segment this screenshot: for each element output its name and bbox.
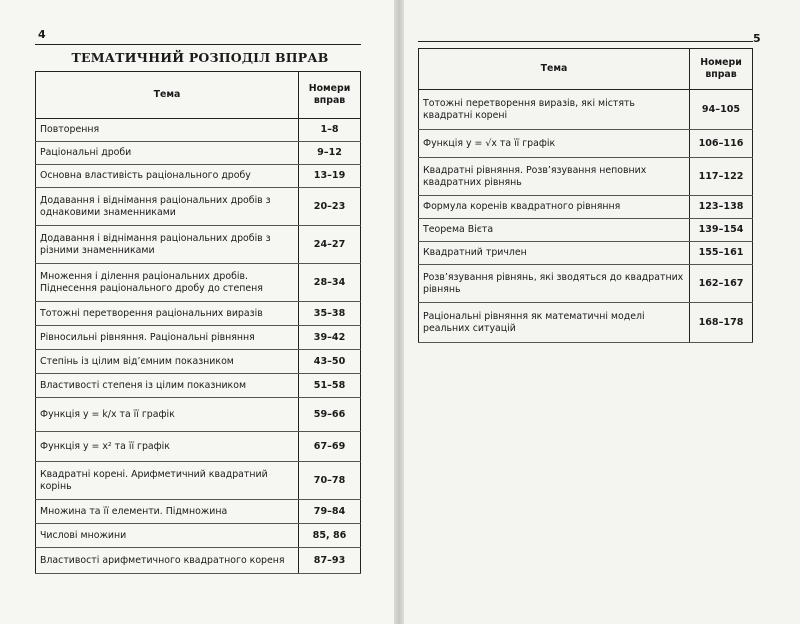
- numbers-cell: 51–58: [299, 374, 361, 398]
- numbers-cell: 20–23: [299, 188, 361, 226]
- table-row: [36, 548, 361, 574]
- topic-cell: Множина та її елементи. Підмножина: [36, 500, 299, 524]
- numbers-cell: 1–8: [299, 119, 361, 142]
- topic-cell: Рівносильні рівняння. Раціональні рівняння: [36, 326, 299, 350]
- topic-cell: Множення і ділення раціональних дробів. Піднесення раціонального дробу до степеня: [36, 264, 299, 302]
- table-row: [419, 242, 753, 265]
- table-row: [419, 130, 753, 158]
- numbers-cell: 35–38: [299, 302, 361, 326]
- left-topics-table: [35, 71, 361, 574]
- table-row: [419, 90, 753, 130]
- topic-cell: Формула коренів квадратного рівняння: [419, 196, 690, 219]
- numbers-cell: 67–69: [299, 432, 361, 462]
- table-row: [36, 432, 361, 462]
- column-header-topic: Тема: [36, 72, 299, 119]
- numbers-cell: 139–154: [690, 219, 753, 242]
- left-header-rule: [35, 44, 361, 45]
- table-row: [419, 196, 753, 219]
- topic-cell: Раціональні рівняння як математичні моделі реальних ситуацій: [419, 303, 690, 343]
- topic-cell: Властивості степеня із цілим показником: [36, 374, 299, 398]
- topic-cell: Властивості арифметичного квадратного кореня: [36, 548, 299, 574]
- table-row: [36, 398, 361, 432]
- numbers-cell: 106–116: [690, 130, 753, 158]
- table-row: [36, 188, 361, 226]
- topic-cell: Степінь із цілим від’ємним показником: [36, 350, 299, 374]
- table-row: [36, 226, 361, 264]
- right-header-rule: [418, 41, 753, 42]
- numbers-cell: 28–34: [299, 264, 361, 302]
- numbers-cell: 9–12: [299, 142, 361, 165]
- table-row: [36, 302, 361, 326]
- topic-cell: Функція y = x² та її графік: [36, 432, 299, 462]
- table-row: [36, 500, 361, 524]
- numbers-cell: 168–178: [690, 303, 753, 343]
- table-row: [36, 119, 361, 142]
- topic-cell: Раціональні дроби: [36, 142, 299, 165]
- table-row: [419, 158, 753, 196]
- topic-cell: Квадратні корені. Арифметичний квадратний корінь: [36, 462, 299, 500]
- table-row: [419, 303, 753, 343]
- table-row: [36, 142, 361, 165]
- table-row: [36, 374, 361, 398]
- table-row: [36, 165, 361, 188]
- numbers-cell: 24–27: [299, 226, 361, 264]
- numbers-cell: 39–42: [299, 326, 361, 350]
- numbers-cell: 79–84: [299, 500, 361, 524]
- table-row: [36, 264, 361, 302]
- right-page-number: 5: [753, 32, 761, 45]
- topic-cell: Повторення: [36, 119, 299, 142]
- right-topics-table: [418, 48, 753, 343]
- topic-cell: Основна властивість раціонального дробу: [36, 165, 299, 188]
- numbers-cell: 85, 86: [299, 524, 361, 548]
- numbers-cell: 162–167: [690, 265, 753, 303]
- column-header-topic: Тема: [419, 49, 690, 90]
- page-title: ТЕМАТИЧНИЙ РОЗПОДІЛ ВПРАВ: [71, 50, 329, 65]
- topic-cell: Числові множини: [36, 524, 299, 548]
- table-row: [36, 524, 361, 548]
- column-header-numbers: Номери вправ: [299, 72, 361, 119]
- topic-cell: Розв’язування рівнянь, які зводяться до квадратних рівнянь: [419, 265, 690, 303]
- topic-cell: Квадратний тричлен: [419, 242, 690, 265]
- numbers-cell: 123–138: [690, 196, 753, 219]
- table-row: [36, 462, 361, 500]
- table-row: [419, 265, 753, 303]
- table-row: [36, 326, 361, 350]
- left-page-number: 4: [38, 28, 46, 41]
- column-header-numbers: Номери вправ: [690, 49, 753, 90]
- numbers-cell: 87–93: [299, 548, 361, 574]
- numbers-cell: 94–105: [690, 90, 753, 130]
- topic-cell: Тотожні перетворення виразів, які містять квадратні корені: [419, 90, 690, 130]
- book-gutter: [394, 0, 404, 624]
- topic-cell: Функція y = √x та її графік: [419, 130, 690, 158]
- numbers-cell: 59–66: [299, 398, 361, 432]
- table-row: [36, 350, 361, 374]
- numbers-cell: 13–19: [299, 165, 361, 188]
- topic-cell: Функція y = k/x та її графік: [36, 398, 299, 432]
- topic-cell: Квадратні рівняння. Розв’язування неповних квадратних рівнянь: [419, 158, 690, 196]
- numbers-cell: 70–78: [299, 462, 361, 500]
- table-row: [419, 219, 753, 242]
- numbers-cell: 117–122: [690, 158, 753, 196]
- numbers-cell: 155–161: [690, 242, 753, 265]
- topic-cell: Тотожні перетворення раціональних виразів: [36, 302, 299, 326]
- numbers-cell: 43–50: [299, 350, 361, 374]
- topic-cell: Додавання і віднімання раціональних дробів з різними знаменниками: [36, 226, 299, 264]
- topic-cell: Додавання і віднімання раціональних дробів з однаковими знаменниками: [36, 188, 299, 226]
- topic-cell: Теорема Вієта: [419, 219, 690, 242]
